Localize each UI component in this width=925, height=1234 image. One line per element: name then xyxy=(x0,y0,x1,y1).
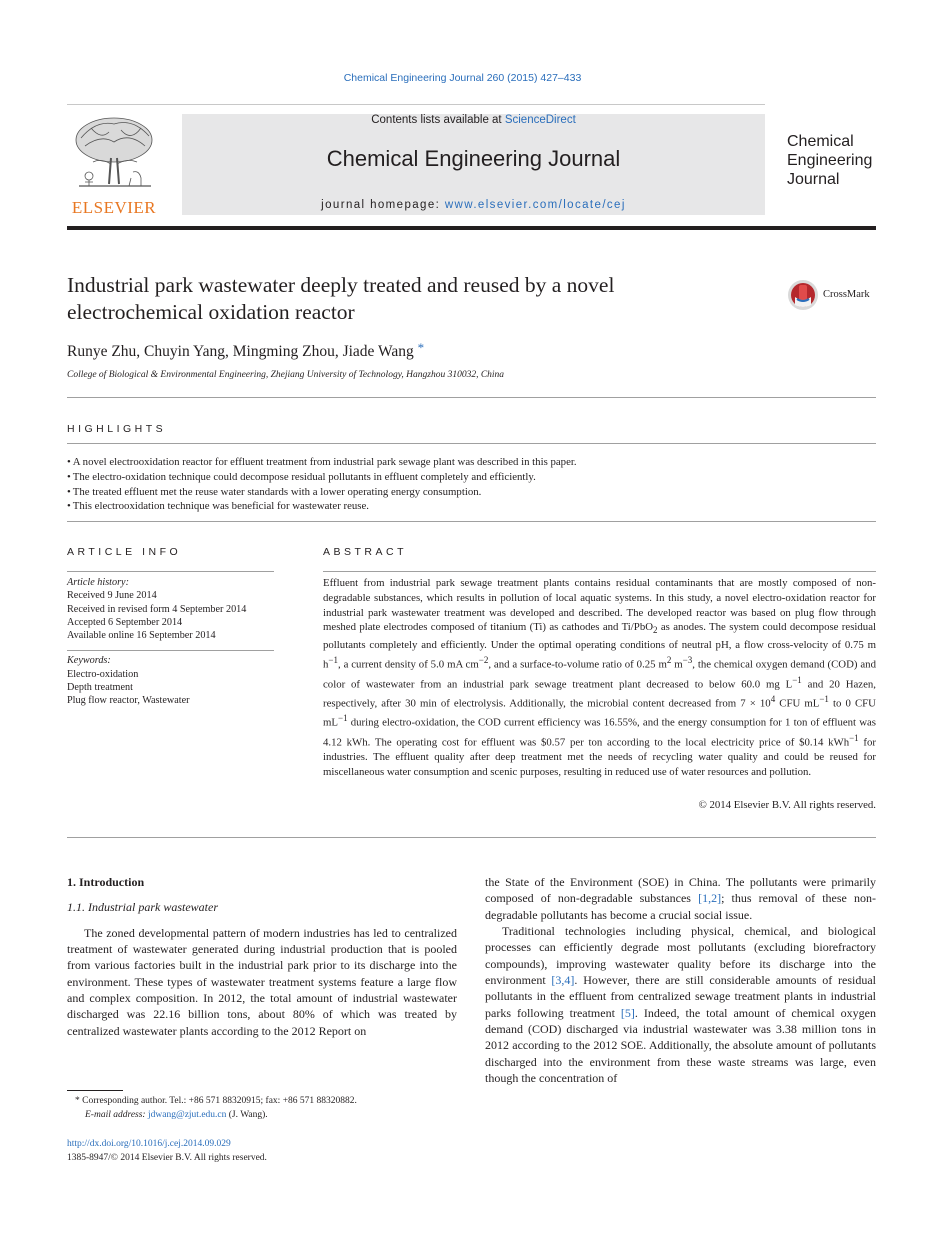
page-footer xyxy=(67,1137,267,1165)
body-right-column xyxy=(485,874,876,1086)
sciencedirect-link[interactable]: ScienceDirect xyxy=(504,114,576,126)
body-text: ; thus removal of these non-degradable pollutants has become a crucial social issue. xyxy=(485,891,876,922)
highlight-item: • This electrooxidation technique was beneficial for wastewater reuse. xyxy=(67,499,876,514)
abstract-segment: CFU mL xyxy=(775,697,820,710)
homepage-prefix: journal homepage: xyxy=(321,199,445,211)
body-left-column xyxy=(67,874,457,1039)
keyword: Depth treatment xyxy=(67,682,133,694)
keyword: Plug flow reactor, Wastewater xyxy=(67,695,190,707)
abstract-heading: ABSTRACT xyxy=(323,546,408,558)
divider-rule xyxy=(323,571,876,572)
abstract-copyright: © 2014 Elsevier B.V. All rights reserved. xyxy=(698,799,876,811)
abstract-segment: during electro-oxidation, the COD current efficiency was 16.55%, and the energy consumption for 1 ton of effluent was 4.12 kWh. The operating cost for effluent was $0.57 per ton according to the local electricity price of $0.14 kWh xyxy=(323,716,876,749)
abstract-superscript: −1 xyxy=(338,713,348,724)
body-text: . Indeed, the total amount of chemical oxygen demand (COD) discharged via industrial wastewater was 3.38 million tons in 2012 according to the 2012 SOE. Additionally, the absolute amount of pollutants discharged into the environment from these waste streams was large, even though the concentration of xyxy=(485,1005,877,1086)
footnote-email-line xyxy=(67,1108,467,1122)
elsevier-logo[interactable] xyxy=(67,112,161,218)
abstract-text xyxy=(323,576,876,780)
journal-homepage-link[interactable]: www.elsevier.com/locate/cej xyxy=(444,199,626,211)
highlights-list xyxy=(67,455,876,514)
divider-rule xyxy=(67,571,274,572)
received-date: Received 9 June 2014 xyxy=(67,590,157,602)
article-title xyxy=(67,272,747,326)
author-list xyxy=(67,340,424,361)
abstract-segment: m xyxy=(671,658,683,671)
abstract-superscript: 2 xyxy=(666,655,672,666)
citation-link[interactable]: [1,2] xyxy=(698,891,722,906)
contents-available-line xyxy=(182,114,765,126)
cover-logo-line: Chemical xyxy=(787,133,854,150)
doi-link[interactable]: http://dx.doi.org/10.1016/j.cej.2014.09.029 xyxy=(67,1139,231,1149)
abstract-segment: , and a surface-to-volume ratio of 0.25 m xyxy=(488,658,667,671)
body-paragraph xyxy=(485,874,876,923)
abstract-superscript: −1 xyxy=(328,655,338,666)
article-info-panel xyxy=(67,576,274,708)
elsevier-tree-icon xyxy=(71,114,157,198)
article-title-line: electrochemical oxidation reactor xyxy=(67,300,355,324)
divider-rule xyxy=(67,837,876,838)
abstract-superscript: −2 xyxy=(478,655,489,666)
abstract-segment: for industries. The effluent quality after deep treatment met the needs of recycling water quality and could be reused for miscellaneous water consumption and scenic purposes, resulting in reduced use of water resources and pollution. xyxy=(323,736,876,778)
abstract-subscript: 2 xyxy=(653,625,658,636)
abstract-superscript: −1 xyxy=(819,693,829,704)
abstract-superscript: −1 xyxy=(849,732,859,743)
revised-date: Received in revised form 4 September 2014 xyxy=(67,603,247,615)
authors-text: Runye Zhu, Chuyin Yang, Mingming Zhou, Jiade Wang xyxy=(67,343,414,360)
highlight-item: • The electro-oxidation technique could decompose residual pollutants in effluent completely and efficiently. xyxy=(67,470,876,485)
highlights-heading: HIGHLIGHTS xyxy=(67,423,167,435)
cover-logo-line: Journal xyxy=(787,171,840,188)
body-text: . However, there are still considerable amounts of residual pollutants in the effluent from centralized sewage treatment plants in industrial parks following treatment xyxy=(485,973,876,1020)
journal-header-box xyxy=(182,114,765,215)
journal-title: Chemical Engineering Journal xyxy=(326,146,621,171)
header-top-rule xyxy=(67,104,765,105)
keywords-label: Keywords: xyxy=(67,655,111,667)
email-label: E-mail address: xyxy=(85,1110,148,1120)
highlight-item: • The treated effluent met the reuse water standards with a lower operating energy consumption. xyxy=(67,485,876,500)
cover-logo-line: Engineering xyxy=(787,152,873,169)
citation-link[interactable]: [5] xyxy=(620,1005,635,1020)
abstract-superscript: 4 xyxy=(770,693,776,704)
divider-rule xyxy=(67,443,876,444)
abstract-segment: , a current density of 5.0 mA cm xyxy=(337,658,479,671)
email-suffix: (J. Wang). xyxy=(226,1110,268,1120)
article-title-line: Industrial park wastewater deeply treated and reused by a novel xyxy=(67,273,615,297)
body-paragraph: The zoned developmental pattern of modern industries has led to centralized treatment of wastewater generated during industrial production that is pooled from various factories built in the industrial park prior to its discharge into the environment. These types of wastewater treatment systems feature a large flow and complex composition. In 2012, the total amount of industrial wastewater discharged was 22.16 billion tons, about 80% of which was treated by centralized wastewater plants according to the 2012 Report on xyxy=(67,925,457,1038)
abstract-superscript: −1 xyxy=(792,674,802,685)
journal-citation-link[interactable]: Chemical Engineering Journal 260 (2015) 427–433 xyxy=(343,72,582,84)
crossmark-badge[interactable] xyxy=(787,279,887,311)
body-paragraph xyxy=(485,923,876,1086)
online-date: Available online 16 September 2014 xyxy=(67,630,216,642)
issn-line: 1385-8947/© 2014 Elsevier B.V. All rights reserved. xyxy=(67,1153,267,1163)
subsection-heading: 1.1. Industrial park wastewater xyxy=(67,900,219,915)
email-link[interactable]: jdwang@zjut.edu.cn xyxy=(147,1110,227,1120)
keyword: Electro-oxidation xyxy=(67,668,139,680)
footnote-mark: * xyxy=(75,1096,80,1106)
abstract-segment: and 20 Hazen, respectively, after 30 min of electrolysis. Additionally, the microbial content decreased from 7 × 10 xyxy=(323,678,876,710)
footnote-text: Corresponding author. Tel.: +86 571 88320915; fax: +86 571 88320882. xyxy=(82,1096,357,1106)
citation-link[interactable]: [3,4] xyxy=(551,973,575,988)
contents-prefix: Contents lists available at xyxy=(371,114,505,126)
divider-rule xyxy=(67,650,274,651)
divider-rule xyxy=(67,521,876,522)
crossmark-icon xyxy=(787,279,819,311)
affiliation: College of Biological & Environmental Engineering, Zhejiang University of Technology, Hangzhou 310032, China xyxy=(67,370,505,380)
accepted-date: Accepted 6 September 2014 xyxy=(67,616,183,628)
abstract-segment: , the chemical oxygen demand (COD) and color of wastewater from an industrial park sewage treatment plant decreased to below 60.0 mg L xyxy=(323,658,876,691)
article-history-label: Article history: xyxy=(67,577,129,588)
journal-homepage-line xyxy=(182,199,765,211)
abstract-segment: as anodes. The system could decompose residual pollutants completely and efficiently. Under the optimal operating conditions of neutral pH, a flow cross-velocity of 0.75 m h xyxy=(323,621,876,671)
crossmark-label: CrossMark xyxy=(823,289,870,300)
section-heading: 1. Introduction xyxy=(67,875,145,889)
abstract-superscript: −3 xyxy=(682,655,693,666)
footnote-rule xyxy=(67,1090,123,1091)
journal-cover-logo xyxy=(787,132,887,189)
abstract-segment: to 0 CFU mL xyxy=(323,697,876,729)
abstract-segment: Effluent from industrial park sewage treatment plants contains residual contaminants that are mostly composed of non-degradable substances, which results in pollution of local aquatic systems. In this study, a novel electro-oxidation reactor for industrial park wastewater treatment was developed and described. The developed reactor was based on plug flow through meshed plate electrodes composed of titanium (Ti) as cathodes and Ti/PbO xyxy=(323,577,876,634)
header-thick-rule xyxy=(67,226,876,230)
footnote-line xyxy=(67,1094,467,1108)
corresponding-author-link[interactable]: * xyxy=(417,340,425,355)
body-text: the State of the Environment (SOE) in China. The pollutants were primarily composed of non-degradable substances xyxy=(485,875,876,906)
divider-rule xyxy=(67,397,876,398)
footnote xyxy=(67,1094,467,1122)
article-info-heading: ARTICLE INFO xyxy=(67,546,182,558)
elsevier-wordmark: ELSEVIER xyxy=(71,198,157,217)
body-text: Traditional technologies including physical, chemical, and biological processes can efficiently degrade most pollutants (excluding biorefractory compounds), improving wastewater quality before its discharge into the environment xyxy=(485,924,876,988)
highlight-item: • A novel electrooxidation reactor for effluent treatment from industrial park sewage plant was described in this paper. xyxy=(67,455,876,470)
